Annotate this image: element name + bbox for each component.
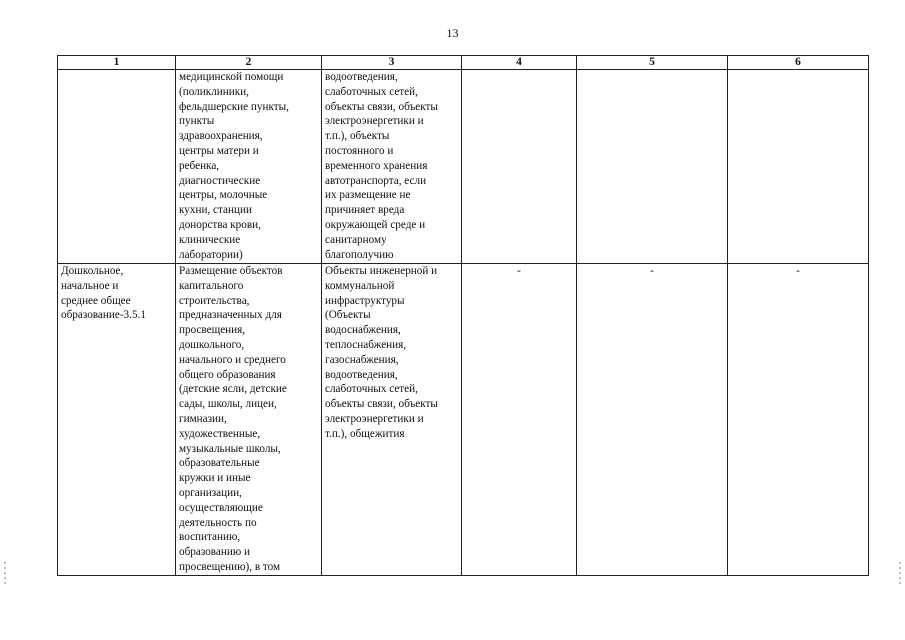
scan-edge-mark-left	[4, 562, 6, 584]
header-col-5: 5	[577, 56, 728, 70]
header-col-3: 3	[322, 56, 462, 70]
cell-land-use-type	[58, 70, 176, 264]
cell-main-use	[176, 70, 322, 264]
cell-auxiliary-use	[322, 264, 462, 576]
cell-col-5	[577, 264, 728, 576]
cell-text: Объекты инженерной и коммунальной инфраструктуры (Объекты водоснабжения, теплоснабжения, газоснабжения, водоотведения, слаботочных сетей, объекты связи, объекты электроэнергетики и т.п.), общежития	[325, 265, 438, 440]
cell-text: Дошкольное, начальное и среднее общее образование-3.5.1	[61, 265, 146, 322]
cell-land-use-type	[58, 264, 176, 576]
table-header-row	[58, 56, 869, 70]
scan-edge-mark-right	[899, 562, 901, 584]
cell-col-6	[728, 70, 869, 264]
cell-text: водоотведения, слаботочных сетей, объекты связи, объекты электроэнергетики и т.п.), объекты постоянного и временного хранения автотранспорта, если их размещение не причиняет вреда окружающей среде и санитарному благополучию	[325, 71, 438, 261]
cell-col-4	[462, 264, 577, 576]
header-col-4: 4	[462, 56, 577, 70]
table-row	[58, 264, 869, 576]
cell-col-6	[728, 264, 869, 576]
cell-text: -	[517, 265, 521, 277]
cell-col-4	[462, 70, 577, 264]
header-col-2: 2	[176, 56, 322, 70]
cell-text: Размещение объектов капитального строительства, предназначенных для просвещения, дошкольного, начального и среднего общего образования (детские ясли, детские сады, школы, лицеи, гимназии, художественные, музыкальные школы, образовательные кружки и иные организации, осуществляющие деятельность по воспитанию, образованию и просвещению), в том	[179, 265, 287, 573]
cell-main-use	[176, 264, 322, 576]
cell-col-5	[577, 70, 728, 264]
page-number: 13	[446, 26, 459, 40]
table-row	[58, 70, 869, 264]
cell-text: -	[650, 265, 654, 277]
cell-text: медицинской помощи (поликлиники, фельдшерские пункты, пункты здравоохранения, центры матери и ребенка, диагностические центры, молочные кухни, станции донорства крови, клинические лаборатории)	[179, 71, 289, 261]
cell-text: -	[796, 265, 800, 277]
land-use-table	[57, 55, 869, 576]
header-col-6: 6	[728, 56, 869, 70]
cell-auxiliary-use	[322, 70, 462, 264]
header-col-1: 1	[58, 56, 176, 70]
